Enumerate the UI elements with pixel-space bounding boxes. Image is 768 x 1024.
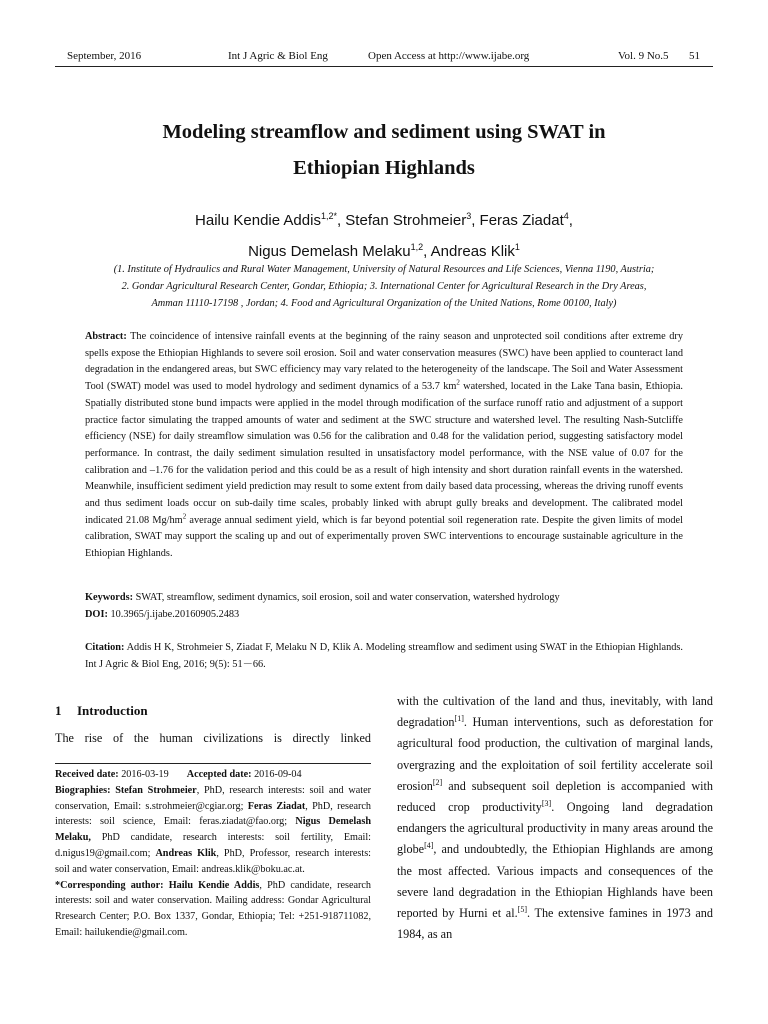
bio-name: Nigus Demelash Melaku, [55,816,371,844]
accepted-label: Accepted date: [186,769,252,780]
author-name: , Andreas Klik [423,243,515,260]
title-line-2: Ethiopian Highlands [293,157,475,179]
keywords-label: Keywords: [85,592,134,603]
body-text: . The extensive famines in 1973 and 1984, as an [397,906,713,942]
header-journal: Int J Agric & Biol Eng [228,50,328,62]
author-list [60,203,708,265]
citation-label: Citation: [85,642,125,653]
abstract-text: The coincidence of intensive rainfall events at the beginning of the rainy season and unprotected soil conditions after extreme dry spells expose the Ethiopian Highlands to severe soil erosion. Soil and water conservation measures (SWC) have been applied to counteract land degradation in the endangered areas, but SWC efficiency may vary related to the heterogeneity of the landscape. The Soil and Water Assessment Tool (SWAT) model was used to model hydrology and sediment dynamics of a 53.7 km [85,331,683,393]
author-affiliation-mark: 1,2* [320,211,337,221]
doi-link[interactable]: 10.3965/j.ijabe.20160905.2483 [107,609,240,620]
bio-text: , PhD, research interests: soil and water conservation, Email: s.strohmeier@cgiar.org; [55,784,371,812]
bio-name: Andreas Klik [155,847,217,859]
author-name: , Stefan Strohmeier [336,212,467,229]
author-affiliation-mark: 4 [563,211,569,221]
section-heading [55,703,371,719]
intro-text-right [397,691,713,945]
reference-link[interactable]: [2] [432,777,443,787]
keywords-text: SWAT, streamflow, sediment dynamics, soil erosion, soil and water conservation, watershed hydrology [133,592,560,603]
received-label: Received date: [55,769,119,780]
bio-name: Stefan Strohmeier [110,784,197,796]
author-separator: , [568,212,573,229]
author-name: , Feras Ziadat [471,212,564,229]
author-line-1 [60,203,708,234]
header-access: Open Access at http://www.ijabe.org [368,50,530,62]
abstract-superscript: 2 [456,378,460,387]
section-title: Introduction [77,703,148,718]
footnotes [55,767,371,941]
header-date: September, 2016 [67,50,142,62]
header-volume: Vol. 9 No.5 [618,50,669,62]
body-text: and subsequent soil depletion is accompanied with reduced crop productivity [397,778,713,815]
corresponding-author-text: , PhD candidate, research interests: soil and water conservation. Mailing address: Gondar Agricultural Rresearch Center; P.O. Box 1337, Gondar, Ethiopia; Tel: +251-918711082, Email: hailukendie@gmail.com. [55,879,372,938]
bio-text: , PhD, Professor, research interests: soil and water conservation, Email: andreas.klik@boku.ac.at. [55,847,371,875]
abstract-text: watershed, located in the Lake Tana basin, Ethiopia. Spatially distributed stone bund impacts were applied in the model through modification of the surface runoff ratio and adjustment of a support practice factor simulating the trapped amounts of water and sediment at the SWC structure and watershed level. The resulting Nash-Sutcliffe efficiency (NSE) for daily streamflow simulation was 0.56 for the calibration and 0.48 for the validation period, suggesting satisfactory model performance. In contrast, the daily sediment simulation resulted in unsatisfactory model performance, with the NSE value of 0.07 for the calibration and –1.76 for the validation period and this could be as a result of high intensity and short duration rainfall events in the watershed. Meanwhile, insufficient sediment yield prediction may result to some extent from daily based data processing, whereas the driving runoff events and thus sediment loads occur on sub-daily time scales, probably linked with abrupt gully breaks and development. The calibrated model indicated 21.08 Mg/hm [85,381,684,526]
author-affiliation-mark: 1,2 [410,242,424,252]
bio-name: Feras Ziadat [247,800,306,812]
accepted-date: 2016-09-04 [251,769,302,780]
abstract [85,329,683,563]
abstract-text: average annual sediment yield, which is far beyond potential soil regeneration rate. Despite the given limits of model calibration, SWAT may support the scaling up and out of experimentally proven SWC interventions to encourage sustainable agriculture in the Ethiopian Highlands. [85,514,683,560]
header-page-number: 51 [689,50,700,62]
reference-link[interactable]: [3] [541,798,552,808]
reference-link[interactable]: [1] [454,714,464,724]
header-rule [55,66,713,67]
citation [85,639,683,673]
affiliation-line: (1. Institute of Hydraulics and Rural Water Management, University of Natural Resources and Life Sciences, Vienna 1190, Austria; [113,264,655,275]
author-name: Nigus Demelash Melaku [248,243,411,260]
body-text: . Ongoing land degradation endangers the agricultural productivity in many areas around the globe [397,800,713,857]
affiliation-line: 2. Gondar Agricultural Research Center, Gondar, Ethiopia; 3. International Center for Agricultural Research in the Dry Areas, [121,281,647,292]
section-number: 1 [55,703,62,718]
affiliations [64,261,704,312]
body-text: , and undoubtedly, the Ethiopian Highlands are among the most affected. Various impacts and consequences of the severe land degradation in the Ethiopian Highlands have been reported by Hurni et al. [397,842,713,921]
author-name: Hailu Kendie Addis [195,212,321,229]
doi-label: DOI: [85,609,108,620]
keywords [85,590,683,607]
reference-link[interactable]: [4] [424,841,434,851]
corresponding-author-label: *Corresponding author: Hailu Kendie Addis [55,879,260,891]
biographies-label: Biographies: [55,784,111,796]
body-text: with the cultivation of the land and thus, inevitably, with land degradation [397,694,713,730]
bio-text: PhD candidate, research interests: soil fertility, Email: d.nigus19@gmail.com; [55,832,371,859]
running-header [55,50,713,66]
author-affiliation-mark: 1 [514,242,520,252]
intro-text-left: The rise of the human civilizations is directly linked [55,731,371,745]
received-date: 2016-03-19 [118,769,169,780]
paper-title [60,114,708,186]
bio-text: , PhD, research interests: soil science, Email: feras.ziadat@fao.org; [55,800,371,828]
citation-text: Addis H K, Strohmeier S, Ziadat F, Melaku N D, Klik A. Modeling streamflow and sediment using SWAT in the Ethiopian Highlands. Int J Agric & Biol Eng, 2016; 9(5): 51－66. [85,642,683,670]
body-text: . Human interventions, such as deforestation for agricultural food production, the cultivation of marginal lands, overgrazing and the exploitation of soil fertility accelerate soil erosion [397,715,713,793]
doi [85,607,683,624]
footnote-rule [55,763,371,764]
abstract-label: Abstract: [85,331,127,342]
reference-link[interactable]: [5] [517,904,527,914]
abstract-superscript: 2 [182,512,187,521]
author-affiliation-mark: 3 [466,211,472,221]
title-line-1: Modeling streamflow and sediment using SWAT in [162,121,606,143]
affiliation-line: Amman 11110-17198 , Jordan; 4. Food and Agricultural Organization of the United Nations, Rome 00100, Italy) [151,298,617,309]
